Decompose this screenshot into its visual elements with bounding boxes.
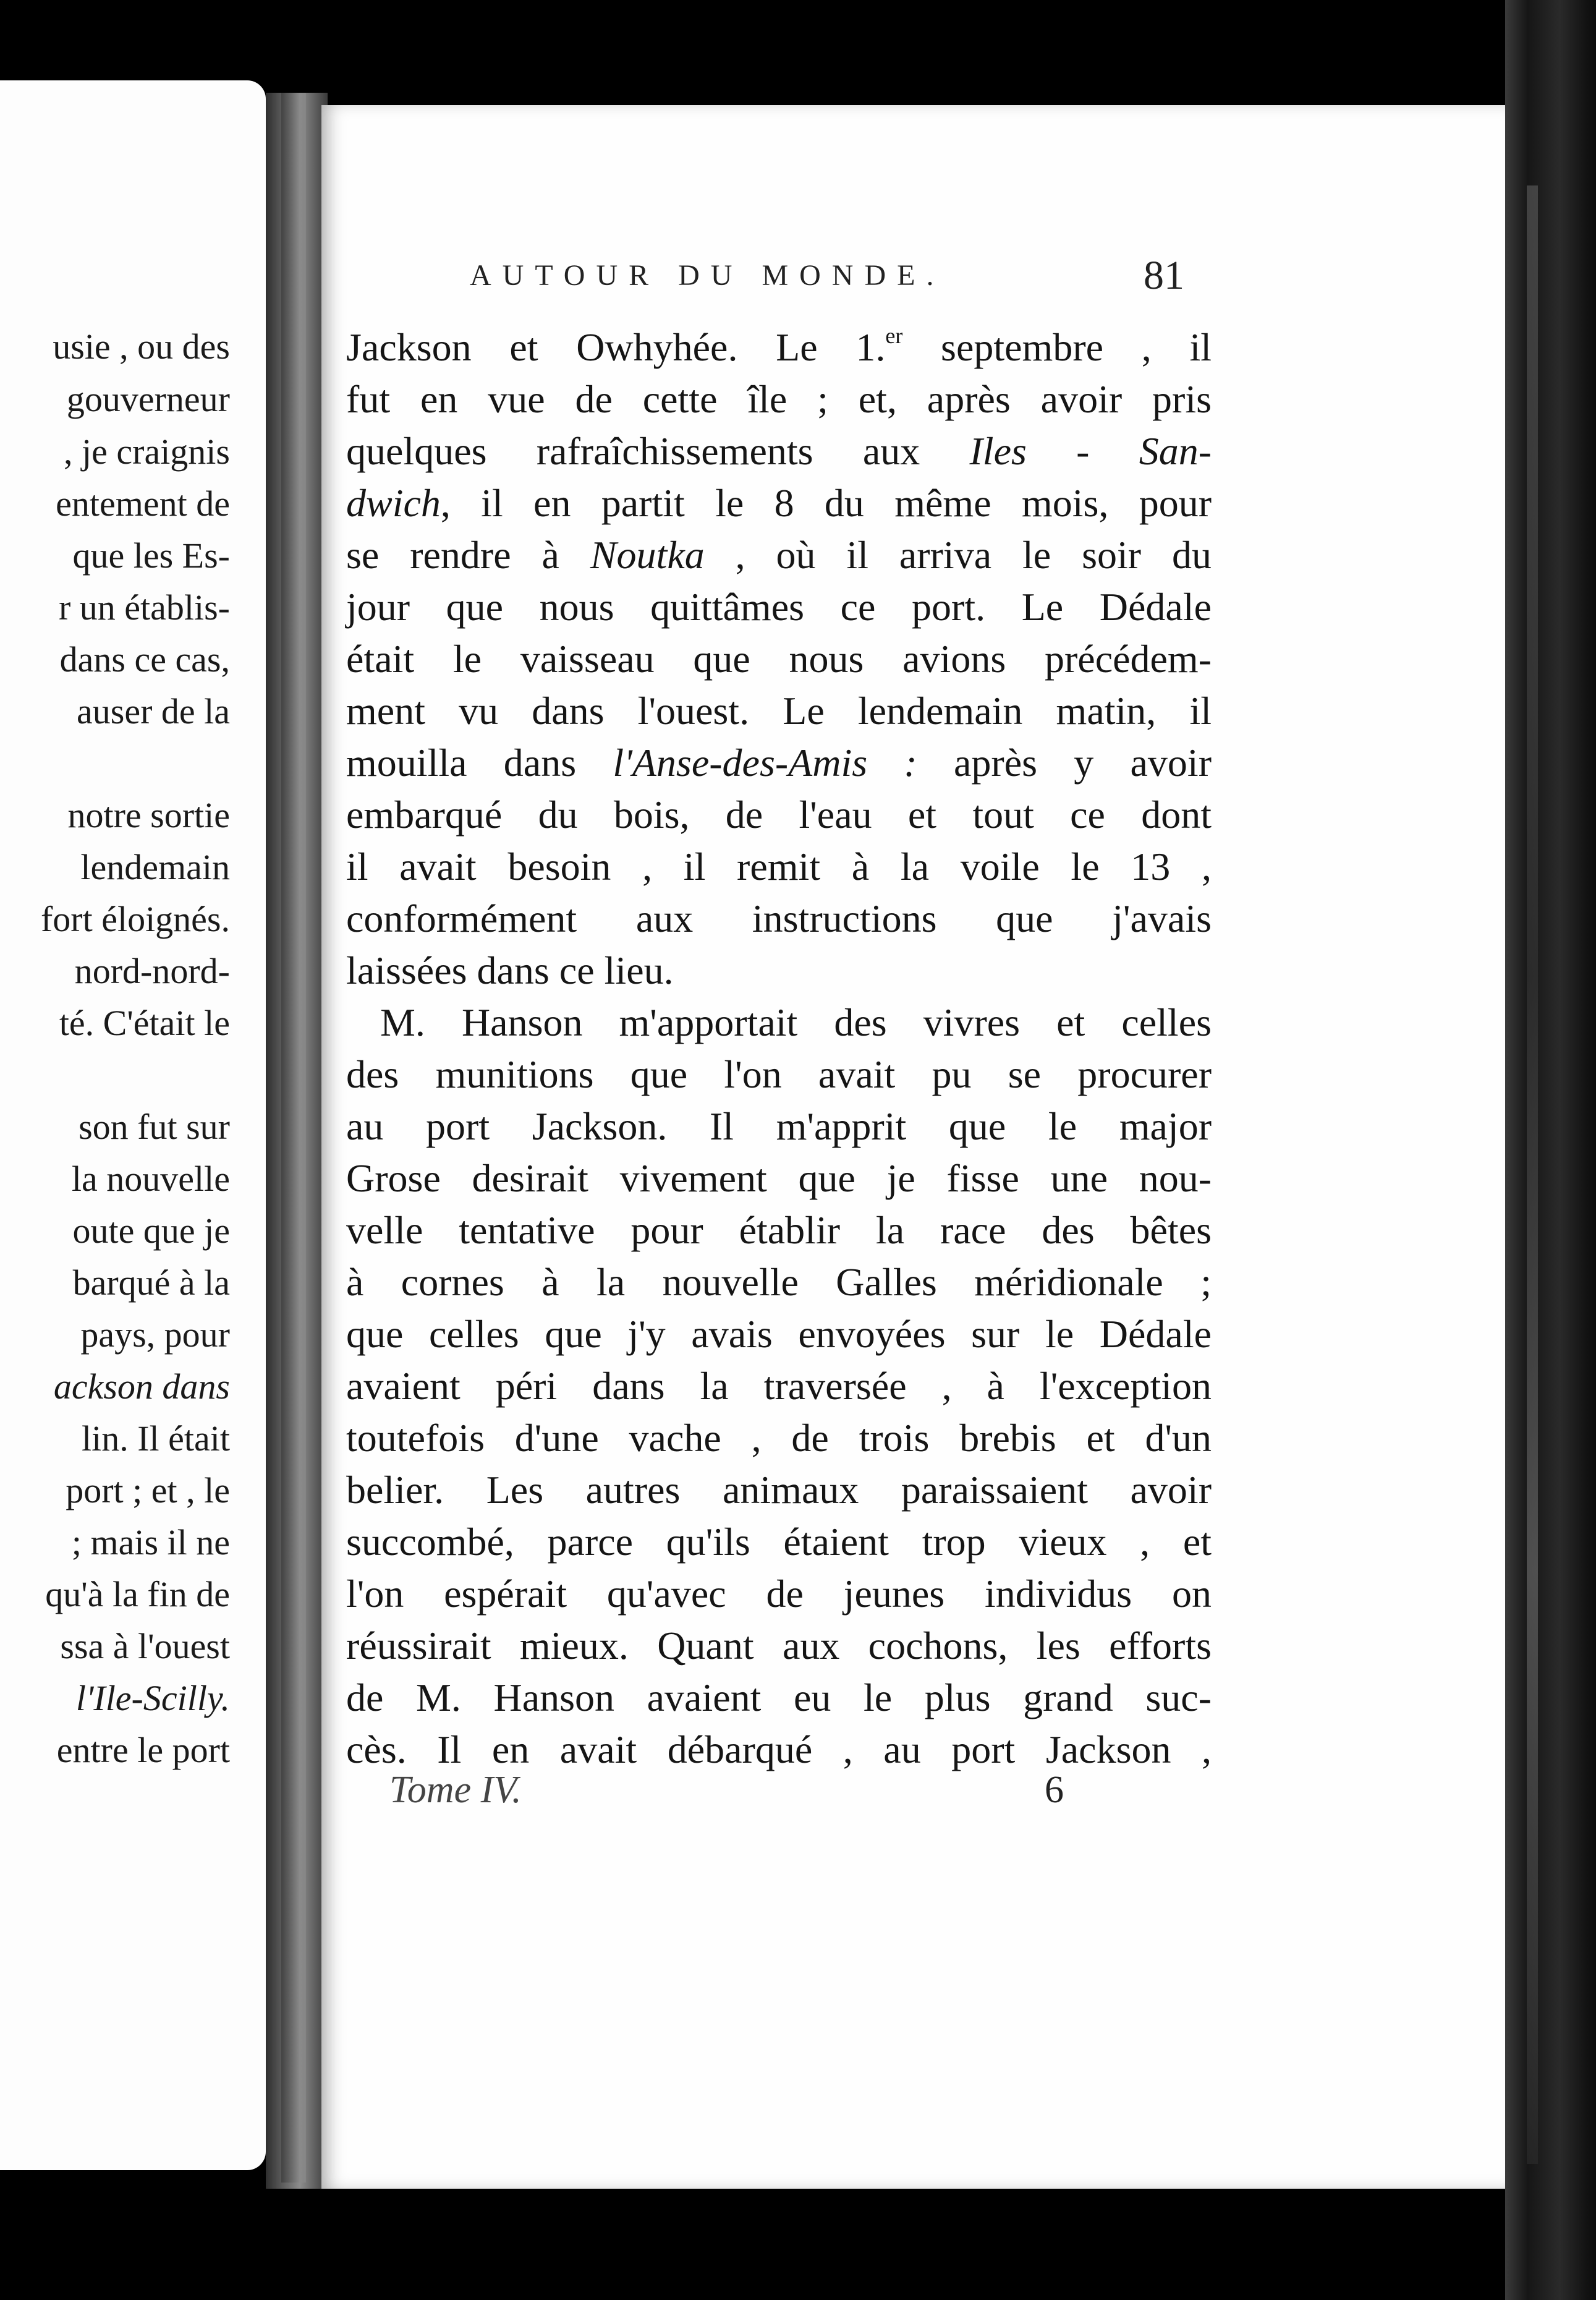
text-line bbox=[346, 948, 1212, 992]
left-page-line: pays, pour bbox=[80, 1314, 230, 1355]
text-line bbox=[346, 1156, 1212, 1200]
text-run: septembre , il bbox=[902, 325, 1212, 369]
text-run: fut en vue de cette île ; et, après avoir pris bbox=[346, 377, 1212, 421]
text-line bbox=[346, 1574, 1212, 1614]
text-run: se rendre à bbox=[346, 533, 590, 577]
text-line bbox=[346, 847, 1212, 887]
text-run: réussirait mieux. Quant aux cochons, les efforts bbox=[346, 1624, 1212, 1668]
left-page-line: ; mais il ne bbox=[71, 1522, 230, 1562]
left-page-line: que les Es- bbox=[72, 535, 230, 576]
left-page-line: lendemain bbox=[80, 847, 230, 887]
left-page-line: , je craignis bbox=[64, 432, 230, 472]
text-run: après y avoir bbox=[917, 741, 1212, 785]
text-line bbox=[346, 639, 1212, 679]
text-run: était le vaisseau que nous avions précédem- bbox=[346, 637, 1212, 681]
text-run: succombé, parce qu'ils étaient trop vieux , et bbox=[346, 1520, 1212, 1564]
italic-run: Noutka bbox=[590, 533, 705, 577]
text-line bbox=[346, 899, 1212, 939]
text-line bbox=[346, 323, 1212, 369]
left-page-line: dans ce cas, bbox=[59, 639, 230, 679]
text-line bbox=[346, 1052, 1212, 1096]
running-head: AUTOUR DU MONDE. bbox=[470, 259, 945, 292]
page-number: 81 bbox=[1144, 253, 1184, 298]
left-facing-page bbox=[0, 80, 266, 2170]
text-run: des munitions que l'on avait pu se procurer bbox=[346, 1052, 1212, 1096]
text-run: toutefois d'une vache , de trois brebis et d'un bbox=[346, 1416, 1212, 1460]
text-line bbox=[346, 1366, 1212, 1406]
left-page-line: nord-nord- bbox=[74, 951, 230, 991]
left-page-line: la nouvelle bbox=[71, 1159, 230, 1199]
left-page-line: gouverneur bbox=[66, 379, 230, 419]
text-run: jour que nous quittâmes ce port. Le Dédale bbox=[346, 585, 1212, 629]
text-line bbox=[346, 1727, 1212, 1771]
left-page-line: l'Ile-Scilly. bbox=[75, 1678, 230, 1718]
text-line bbox=[346, 429, 1212, 473]
text-line bbox=[380, 1000, 1212, 1044]
text-line bbox=[346, 1260, 1212, 1304]
gutter-shadow bbox=[281, 93, 306, 2183]
signature-line: Tome IV. bbox=[389, 1769, 522, 1811]
italic-run: Iles - San- bbox=[969, 429, 1212, 473]
left-page-line: ackson dans bbox=[53, 1366, 230, 1407]
text-run: , où il arriva le soir du bbox=[704, 533, 1212, 577]
text-line bbox=[346, 1522, 1212, 1562]
text-run: cès. Il en avait débarqué , au port Jackson , bbox=[346, 1727, 1212, 1771]
text-line bbox=[346, 1314, 1212, 1354]
text-line bbox=[346, 1208, 1212, 1252]
superscript: er bbox=[885, 323, 903, 348]
text-run: belier. Les autres animaux paraissaient avoir bbox=[346, 1468, 1212, 1512]
text-run: au port Jackson. Il m'apprit que le major bbox=[346, 1104, 1212, 1148]
left-page-line: r un établis- bbox=[58, 587, 230, 628]
text-run: que celles que j'y avais envoyées sur le Dédale bbox=[346, 1312, 1212, 1356]
text-line bbox=[346, 1418, 1212, 1458]
left-page-line: entement de bbox=[56, 483, 230, 524]
left-page-line: fort éloignés. bbox=[40, 899, 230, 939]
text-line bbox=[346, 691, 1212, 731]
left-page-line: oute que je bbox=[72, 1211, 230, 1251]
italic-run: dwich bbox=[346, 481, 441, 525]
text-run: ment vu dans l'ouest. Le lendemain matin, il bbox=[346, 689, 1212, 733]
edge-highlight bbox=[1527, 185, 1538, 2164]
text-run: quelques rafraîchissements aux bbox=[346, 429, 970, 473]
left-page-line: barqué à la bbox=[72, 1263, 230, 1303]
left-page-line: ssa à l'ouest bbox=[60, 1626, 230, 1666]
text-line bbox=[346, 535, 1212, 575]
text-run: l'on espérait qu'avec de jeunes individus on bbox=[346, 1572, 1212, 1616]
text-run: à cornes à la nouvelle Galles méridionale ; bbox=[346, 1260, 1212, 1304]
right-page bbox=[321, 105, 1505, 2189]
left-page-line: auser de la bbox=[77, 691, 230, 731]
left-page-line: lin. Il était bbox=[82, 1418, 230, 1459]
left-page-line: usie , ou des bbox=[53, 326, 230, 367]
text-run: de M. Hanson avaient eu le plus grand suc- bbox=[346, 1676, 1212, 1719]
text-run: avaient péri dans la traversée , à l'exception bbox=[346, 1364, 1212, 1408]
text-line bbox=[346, 795, 1212, 835]
text-run: Jackson et Owhyhée. Le 1. bbox=[346, 325, 886, 369]
text-line bbox=[346, 587, 1212, 627]
text-run: mouilla dans bbox=[346, 741, 613, 785]
signature-mark: 6 bbox=[1045, 1769, 1064, 1811]
italic-run: l'Anse-des-Amis : bbox=[613, 741, 917, 785]
left-page-line: qu'à la fin de bbox=[45, 1574, 230, 1614]
text-run: , il en partit le 8 du même mois, pour bbox=[440, 481, 1212, 525]
left-page-line: entre le port bbox=[56, 1730, 230, 1770]
text-line bbox=[346, 743, 1212, 783]
left-page-line: notre sortie bbox=[67, 795, 230, 835]
text-run: embarqué du bois, de l'eau et tout ce dont bbox=[346, 793, 1212, 837]
text-run: laissées dans ce lieu. bbox=[346, 948, 674, 992]
text-run: Grose desirait vivement que je fisse une nou- bbox=[346, 1156, 1212, 1200]
book-edge bbox=[1505, 0, 1596, 2300]
text-line bbox=[346, 1626, 1212, 1666]
text-line bbox=[346, 377, 1212, 421]
text-line bbox=[346, 1104, 1212, 1148]
text-line bbox=[346, 1470, 1212, 1510]
text-run: velle tentative pour établir la race des bêtes bbox=[346, 1208, 1212, 1252]
left-page-line: port ; et , le bbox=[66, 1470, 230, 1510]
text-run: M. Hanson m'apportait des vivres et celles bbox=[380, 1000, 1212, 1044]
left-page-line: son fut sur bbox=[79, 1107, 230, 1147]
text-line bbox=[346, 1678, 1212, 1718]
text-run: conformément aux instructions que j'avais bbox=[346, 897, 1212, 940]
left-page-line: té. C'était le bbox=[59, 1003, 230, 1043]
text-run: il avait besoin , il remit à la voile le 13 , bbox=[346, 845, 1212, 888]
text-line bbox=[346, 483, 1212, 523]
